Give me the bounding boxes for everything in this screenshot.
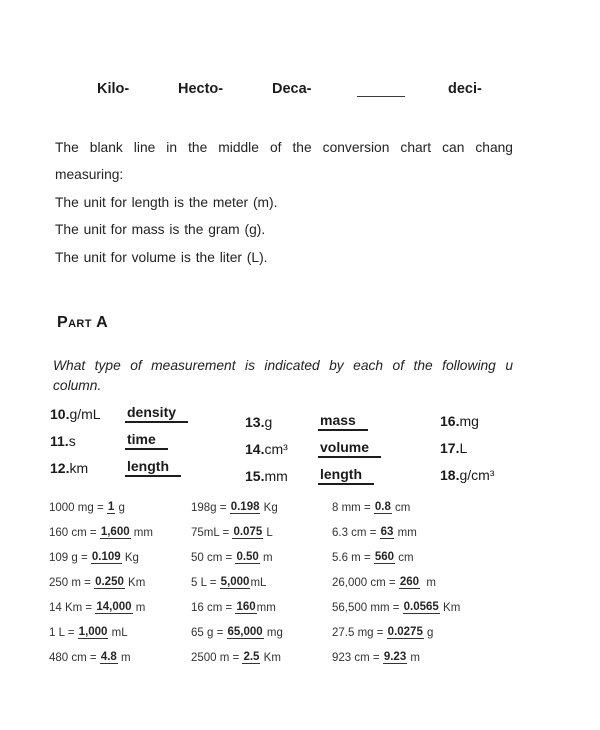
conversion-unit: Km <box>260 651 281 664</box>
item-number: 16. <box>440 412 460 429</box>
conversion-answer: 0.8 <box>374 501 391 513</box>
conversion-answer: 4.8 <box>100 651 117 663</box>
prefix-blank-line <box>357 83 405 97</box>
intro-line-4: The unit for mass is the gram (g). <box>55 222 266 238</box>
unit-type-item-12 <box>50 454 188 481</box>
conversion-unit: Km <box>439 601 461 614</box>
conversion-problem <box>49 570 153 595</box>
conversion-problem <box>332 545 460 570</box>
unit-type-column-2 <box>245 408 381 489</box>
conversion-problem <box>191 495 283 520</box>
instruction-line-2: column. <box>53 377 102 393</box>
conversion-column-1 <box>49 495 153 670</box>
conversion-lhs: 2500 m = <box>191 651 243 664</box>
conversion-lhs: 56,500 mm = <box>332 601 403 614</box>
unit-type-item-15 <box>245 462 381 489</box>
item-answer: mass <box>318 412 368 431</box>
conversion-problem <box>332 595 460 620</box>
conversion-lhs: 5.6 m = <box>332 551 374 564</box>
intro-line-1: The blank line in the middle of the conversion chart can chang <box>55 140 513 155</box>
conversion-unit: cm <box>391 501 411 514</box>
conversion-lhs: 75mL = <box>191 526 233 539</box>
conversion-unit: m <box>132 601 146 614</box>
conversion-answer: 1,000 <box>78 626 108 638</box>
item-answer: volume <box>318 439 381 458</box>
conversion-answer: 2.5 <box>243 651 260 663</box>
conversion-lhs: 65 g = <box>191 626 227 639</box>
part-a-heading: Part A <box>57 314 109 331</box>
unit-type-item-14 <box>245 435 381 462</box>
conversion-problem <box>49 545 153 570</box>
conversion-lhs: 5 L = <box>191 576 220 589</box>
conversion-unit: cm <box>395 551 414 564</box>
conversion-problem <box>191 570 283 595</box>
intro-paragraph <box>55 134 513 271</box>
conversion-unit: m <box>117 651 131 664</box>
conversion-unit: g <box>115 501 125 514</box>
conversion-unit: L <box>263 526 273 539</box>
item-unit: mg <box>459 412 479 429</box>
conversion-lhs: 1 L = <box>49 626 78 639</box>
conversion-problem <box>49 595 153 620</box>
unit-type-column-1 <box>50 400 188 481</box>
conversion-unit: m <box>259 551 273 564</box>
conversion-problem <box>191 595 283 620</box>
prefix-kilo: Kilo- <box>97 81 130 97</box>
conversion-answer: 63 <box>380 526 394 538</box>
prefix-deci: deci- <box>448 81 482 97</box>
conversion-lhs: 1000 mg = <box>49 501 107 514</box>
item-answer: length <box>318 466 374 485</box>
unit-type-item-18 <box>440 461 494 488</box>
conversion-problem <box>49 645 153 670</box>
conversion-lhs: 160 cm = <box>49 526 100 539</box>
item-unit: cm³ <box>264 440 288 457</box>
intro-line-5: The unit for volume is the liter (L). <box>55 249 268 265</box>
item-unit: mm <box>264 467 288 484</box>
conversion-problem <box>49 495 153 520</box>
conversion-unit: Km <box>124 576 146 589</box>
conversion-answer: 0.198 <box>230 501 260 513</box>
item-number: 14. <box>245 440 265 457</box>
item-answer: time <box>125 431 168 450</box>
conversion-answer: 9.23 <box>383 651 407 663</box>
item-unit: s <box>68 432 76 449</box>
conversion-answer: 5,000 <box>220 576 250 588</box>
conversion-lhs: 250 m = <box>49 576 95 589</box>
conversion-lhs: 26,000 cm = <box>332 576 399 589</box>
conversion-answer: 160 <box>236 601 256 613</box>
item-unit: g/mL <box>69 405 101 422</box>
conversion-unit: mL <box>108 626 128 639</box>
conversion-problem <box>49 520 153 545</box>
item-number: 12. <box>50 459 70 476</box>
item-number: 17. <box>440 439 460 456</box>
item-number: 10. <box>50 405 70 422</box>
item-unit: L <box>459 439 468 456</box>
conversion-lhs: 27.5 mg = <box>332 626 387 639</box>
unit-type-item-16 <box>440 407 494 434</box>
conversion-answer: 65,000 <box>227 626 263 638</box>
conversion-lhs: 50 cm = <box>191 551 236 564</box>
unit-type-item-13 <box>245 408 381 435</box>
item-number: 18. <box>440 466 460 483</box>
unit-type-item-17 <box>440 434 494 461</box>
conversion-unit: m <box>407 651 420 664</box>
conversion-lhs: 8 mm = <box>332 501 374 514</box>
conversion-problem <box>332 520 460 545</box>
item-answer: density <box>125 404 188 423</box>
item-unit: g <box>264 413 273 430</box>
conversion-unit: Kg <box>260 501 278 514</box>
item-number: 15. <box>245 467 265 484</box>
item-unit: km <box>69 459 89 476</box>
conversion-problem <box>332 570 460 595</box>
conversion-problem <box>191 545 283 570</box>
item-answer: length <box>125 458 181 477</box>
conversion-problem <box>49 620 153 645</box>
conversion-lhs: 198g = <box>191 501 230 514</box>
conversion-lhs: 16 cm = <box>191 601 236 614</box>
conversion-answer: 0.0275 <box>387 626 423 638</box>
conversion-answer: 14,000 <box>96 601 132 613</box>
conversion-lhs: 480 cm = <box>49 651 100 664</box>
conversion-unit: m <box>420 576 436 589</box>
conversion-answer: 0.50 <box>236 551 259 563</box>
conversion-answer: 1,600 <box>100 526 130 538</box>
conversion-unit: mL <box>250 576 267 589</box>
conversion-lhs: 14 Km = <box>49 601 96 614</box>
part-a-instruction <box>53 356 513 395</box>
conversion-column-2 <box>191 495 283 670</box>
conversion-unit: g <box>423 626 434 639</box>
prefix-hecto: Hecto- <box>178 81 224 97</box>
unit-type-column-3 <box>440 407 494 488</box>
conversion-answer: 0.075 <box>233 526 263 538</box>
item-number: 13. <box>245 413 265 430</box>
conversion-problem <box>191 620 283 645</box>
item-number: 11. <box>50 432 69 449</box>
prefix-deca: Deca- <box>272 81 312 97</box>
conversion-problem <box>332 620 460 645</box>
conversion-lhs: 109 g = <box>49 551 91 564</box>
conversion-column-3 <box>332 495 460 670</box>
conversion-lhs: 923 cm = <box>332 651 383 664</box>
intro-line-3: The unit for length is the meter (m). <box>55 194 278 210</box>
conversion-unit: mm <box>256 601 276 614</box>
instruction-line-1: What type of measurement is indicated by each of the following u <box>53 358 513 373</box>
conversion-lhs: 6.3 cm = <box>332 526 380 539</box>
conversion-unit: mm <box>130 526 153 539</box>
conversion-problem <box>191 645 283 670</box>
conversion-answer: 260 <box>399 576 419 588</box>
conversion-problem <box>332 645 460 670</box>
conversion-problem <box>332 495 460 520</box>
conversion-unit: mm <box>394 526 417 539</box>
intro-line-2: measuring: <box>55 167 124 183</box>
conversion-answer: 560 <box>374 551 395 563</box>
conversion-answer: 0.109 <box>91 551 121 563</box>
conversion-unit: mg <box>263 626 283 639</box>
unit-type-item-10 <box>50 400 188 427</box>
conversion-problem <box>191 520 283 545</box>
conversion-unit: Kg <box>121 551 139 564</box>
conversion-answer: 0.0565 <box>403 601 439 613</box>
unit-type-item-11 <box>50 427 188 454</box>
item-unit: g/cm³ <box>459 466 495 483</box>
conversion-answer: 1 <box>107 501 115 513</box>
conversion-answer: 0.250 <box>95 576 124 588</box>
